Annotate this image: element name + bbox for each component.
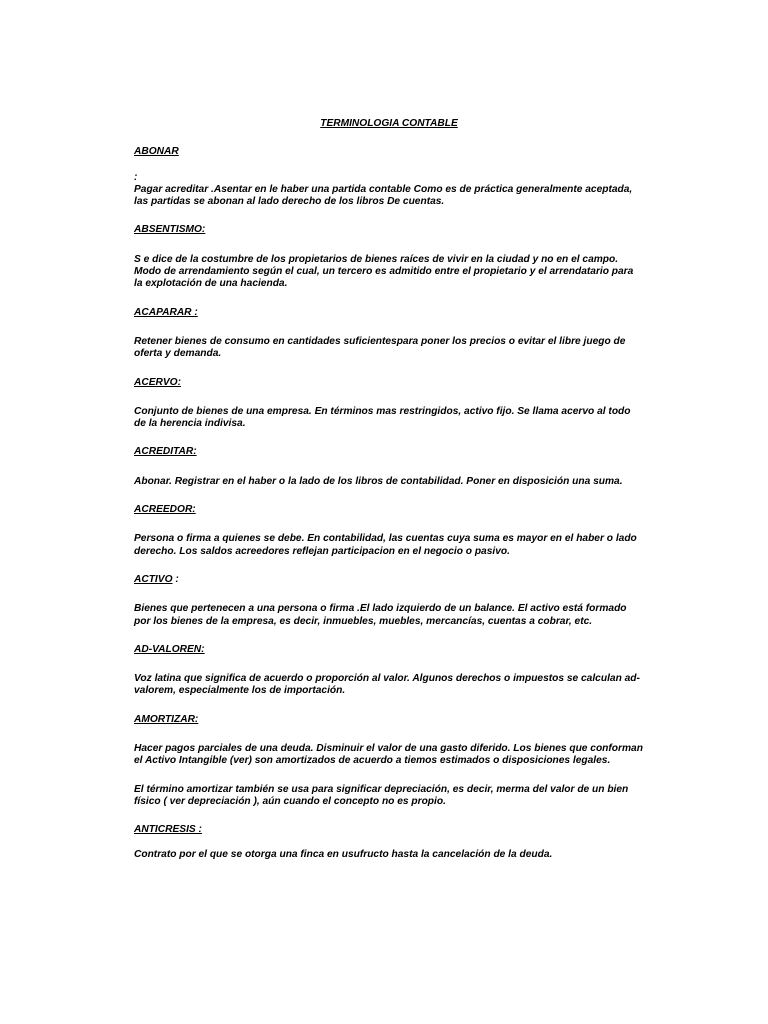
term-definition: El término amortizar también se usa para significar depreciación, es decir, merma del valor de un bien físico ( ver depreciación ), aún cuando el concepto no es propio. bbox=[134, 783, 629, 807]
term-name: ANTICRESIS : bbox=[134, 824, 202, 836]
term-heading bbox=[134, 574, 644, 586]
entry-acaparar bbox=[134, 307, 644, 361]
term-definition: Conjunto de bienes de una empresa. En términos mas restringidos, activo fijo. Se llama acervo al todo de la herencia indivisa. bbox=[134, 405, 631, 430]
term-heading bbox=[134, 644, 644, 656]
term-definition: Contrato por el que se otorga una finca en usufructo hasta la cancelación de la deuda. bbox=[134, 848, 553, 860]
entry-absentismo bbox=[134, 224, 644, 290]
entry-anticresis bbox=[134, 824, 644, 861]
term-name: ACREDITAR: bbox=[134, 446, 197, 458]
term-name: ABONAR bbox=[134, 146, 179, 158]
term-definition: Persona o firma a quienes se debe. En contabilidad, las cuentas cuya suma es mayor en el haber o lado derecho. Los saldos acreedores reflejan participacion en el negocio o pasivo. bbox=[134, 533, 637, 557]
term-definition: Abonar. Registrar en el haber o la lado de los libros de contabilidad. Poner en disposición una suma. bbox=[134, 475, 623, 487]
term-heading bbox=[134, 714, 644, 726]
term-heading bbox=[134, 824, 644, 836]
term-name: ACTIVO bbox=[134, 573, 173, 585]
term-heading bbox=[134, 377, 644, 389]
term-definition: Voz latina que significa de acuerdo o proporción al valor. Algunos derechos o impuestos se calculan ad-valorem, especialmente los de importación. bbox=[134, 673, 640, 697]
term-heading bbox=[134, 146, 644, 158]
term-name: ACERVO: bbox=[134, 376, 181, 388]
term-definition: Hacer pagos parciales de una deuda. Disminuir el valor de una gasto diferido. Los bienes que conforman el Activo Intangible (ver) son amortizados de acuerdo a tiemos estimados o disposiciones legales. bbox=[134, 743, 643, 767]
term-colon: : bbox=[134, 171, 138, 183]
term-definition: S e dice de la costumbre de los propietarios de bienes raíces de vivir en la ciudad y no en el campo. Modo de arrendamiento según el cual, un tercero es admitido entre el propietario y el arrendatario para la explotación de una hacienda. bbox=[134, 253, 634, 290]
term-definition: Retener bienes de consumo en cantidades suficientespara poner los precios o evitar el libre juego de oferta y demanda. bbox=[134, 335, 626, 360]
term-heading bbox=[134, 504, 644, 516]
term-name: AD-VALOREN: bbox=[134, 643, 205, 655]
term-heading bbox=[134, 307, 644, 319]
entry-activo bbox=[134, 574, 644, 628]
term-definition: Pagar acreditar .Asentar en le haber una partida contable Como es de práctica generalmente aceptada, las partidas se abonan al lado derecho de los libros De cuentas. bbox=[134, 183, 633, 208]
document-body bbox=[134, 118, 644, 877]
term-heading bbox=[134, 446, 644, 458]
entry-acreedor bbox=[134, 504, 644, 558]
entry-amortizar bbox=[134, 714, 644, 808]
document-title: TERMINOLOGIA CONTABLE bbox=[320, 118, 458, 129]
entry-ad-valoren bbox=[134, 644, 644, 698]
term-name: ACREEDOR: bbox=[134, 504, 196, 516]
entry-acreditar bbox=[134, 446, 644, 488]
term-name: ACAPARAR : bbox=[134, 306, 198, 318]
term-heading bbox=[134, 224, 644, 236]
term-name: ABSENTISMO: bbox=[134, 224, 206, 236]
entry-acervo bbox=[134, 377, 644, 431]
term-suffix: : bbox=[172, 573, 179, 585]
entry-abonar bbox=[134, 146, 644, 208]
term-name: AMORTIZAR: bbox=[134, 713, 199, 725]
term-definition: Bienes que pertenecen a una persona o firma .El lado izquierdo de un balance. El activo está formado por los bienes de la empresa, es decir, inmuebles, muebles, mercancías, cuentas a cobrar, etc. bbox=[134, 603, 627, 627]
